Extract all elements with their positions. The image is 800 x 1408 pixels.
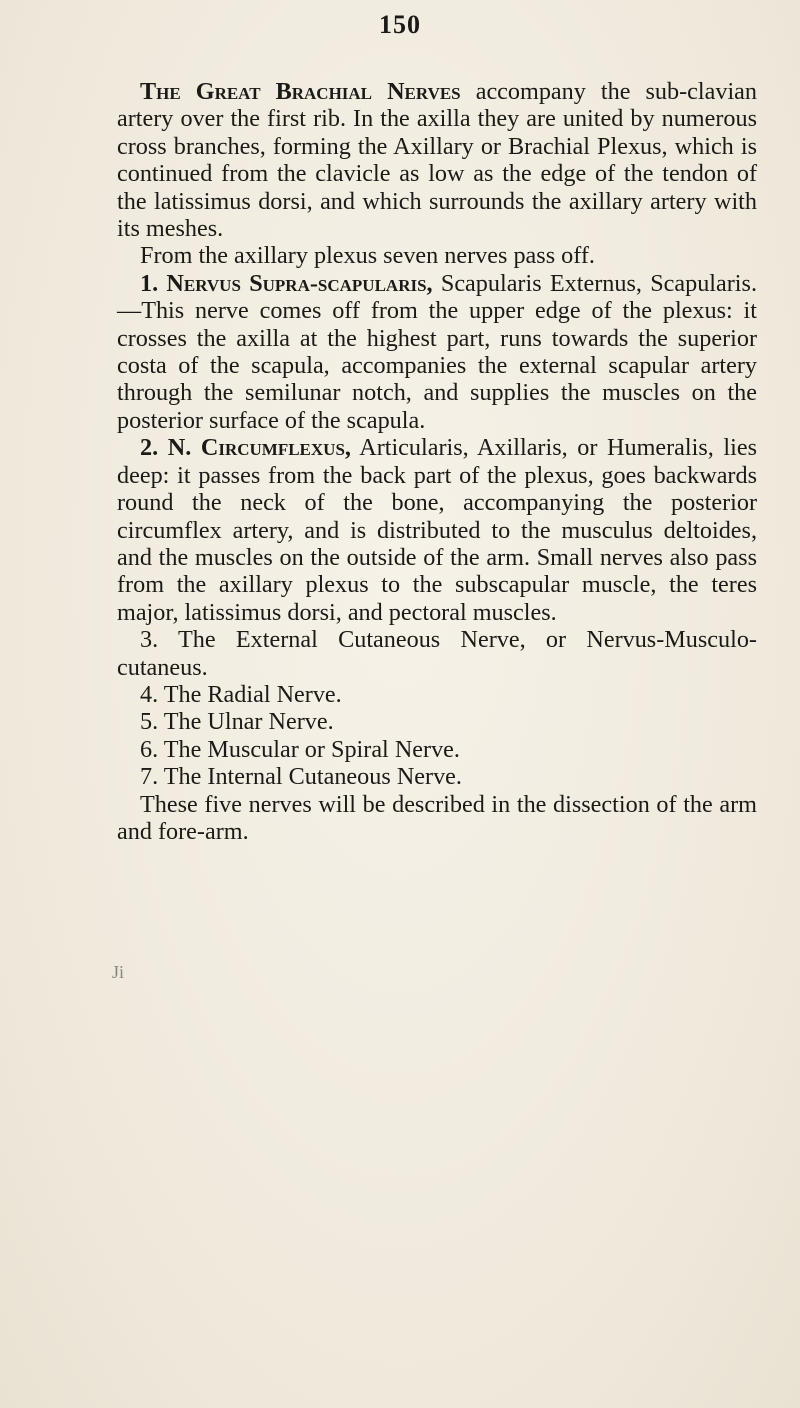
- paragraph-radial-nerve: [117, 681, 757, 708]
- paragraph-body: 7. The Internal Cutaneous Nerve.: [140, 763, 462, 791]
- paragraph-body: These five nerves will be described in the dissection of the arm and fore-arm.: [117, 790, 757, 845]
- paragraph-number: 1.: [140, 269, 167, 297]
- paragraph-supra-scapularis: [117, 270, 757, 434]
- paragraph-lead: Nervus Supra-scapularis,: [166, 269, 433, 297]
- paragraph-body: 4. The Radial Nerve.: [140, 680, 342, 708]
- paragraph-ulnar-nerve: [117, 708, 757, 735]
- paragraph-great-brachial-nerves: [117, 78, 757, 242]
- paragraph-internal-cutaneous: [117, 763, 757, 790]
- body-text: [117, 78, 757, 845]
- paragraph-body: Scapularis Externus, Scapularis.—This nerve comes off from the upper edge of the plexus: it crosses the axilla at the highest part, runs towards the superior costa of the scapula, accompanies the external scapular artery through the semilunar notch, and supplies the muscles on the posterior surface of the scapula.: [117, 269, 757, 434]
- paragraph-circumflexus: [117, 434, 757, 626]
- paragraph-body: 6. The Muscular or Spiral Nerve.: [140, 735, 460, 763]
- page-number: 150: [379, 10, 421, 39]
- paragraph-spiral-nerve: [117, 736, 757, 763]
- paragraph-external-cutaneous: [117, 626, 757, 681]
- paragraph-lead: The Great Brachial Nerves: [140, 78, 461, 105]
- paragraph-body: 5. The Ulnar Nerve.: [140, 708, 334, 736]
- paragraph-number: 2. N.: [140, 434, 201, 462]
- paragraph-body: From the axillary plexus seven nerves pass off.: [140, 242, 595, 270]
- paragraph-body: Articularis, Axillaris, or Humeralis, lies deep: it passes from the back part of the plexus, goes backwards round the neck of the bone, accompanying the posterior circumflex artery, and is distributed to the musculus deltoides, and the muscles on the outside of the arm. Small nerves also pass from the axillary plexus to the subscapular muscle, the teres major, latissimus dorsi, and pectoral muscles.: [117, 434, 758, 626]
- paragraph-lead: Circumflexus,: [200, 434, 351, 462]
- footer-mark: Ji: [112, 962, 125, 982]
- paragraph-closing: [117, 791, 757, 846]
- paragraph-body: 3. The External Cutaneous Nerve, or Nervus-Musculo-cutaneus.: [117, 626, 757, 681]
- paragraph-seven-nerves: [117, 242, 757, 269]
- paragraph-body: accompany the sub-clavian artery over the first rib. In the axilla they are united by numerous cross branches, forming the Axillary or Brachial Plexus, which is continued from the clavicle as low as the edge of the tendon of the latissimus dorsi, and which surrounds the axillary artery with its meshes.: [117, 78, 757, 243]
